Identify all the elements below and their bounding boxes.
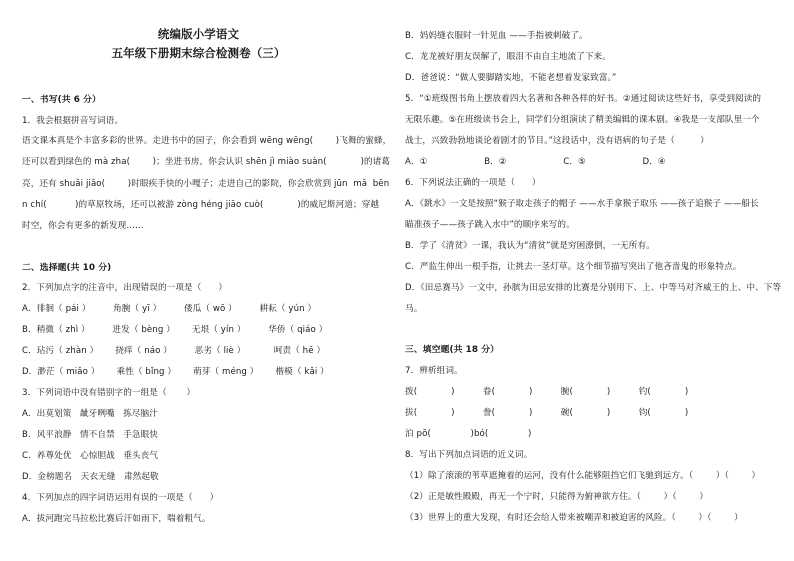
question-1-line: 时空，你会有更多的新发现…… — [22, 221, 144, 231]
question-6-line: 马。 — [405, 304, 423, 314]
question-2-option-a: A．徘徊（ pái ） 角腕（ yī ） 倭瓜（ wō ） 耕耘（ yún ） — [22, 304, 317, 314]
question-2-option-d: D．渺茫（ miǎo ） 乘性（ bǐng ） 萌芽（ méng ） 楷模（ kǎi ） — [22, 367, 329, 377]
question-6-line: 瞄准孩子——孩子跳入水中”的顺序来写的。 — [405, 220, 575, 230]
question-7-stem: 7．辨析组词。 — [405, 366, 463, 376]
question-8-item: （1）除了滚滚的苇草遮掩着的运河，没有什么能够阻挡它们飞驰到远方。（ ）（ ） — [405, 471, 761, 481]
question-1-line: 语文课本真是个丰富多彩的世界。走进书中的园子，你会看到 wēng wēng( )飞舞的蜜蜂， — [22, 136, 392, 146]
section-3-heading: 三、填空题(共 18 分） — [405, 345, 500, 355]
question-7-row: 拨( ) 眷( ) 腕( ) 钓( ) — [405, 387, 689, 397]
question-1-line: 亮，还有 shuǎi jiǎo( )时眼疾手快的小嘎子；走进自己的影院，你会欣赏到 jūn mǎ bēn — [22, 179, 390, 189]
section-1-heading: 一、书写(共 6 分） — [22, 95, 101, 105]
question-5-line: 无限乐趣。⑤在班级读书会上，同学们分组演读了精美编辑的课本剧。④我是一支部队里一个 — [405, 115, 760, 125]
question-8-item: （3）世界上的重大发现，有时还会给人带来被嘲弄和被迫害的风险。（ ）（ ） — [405, 513, 743, 523]
question-4-option-d: D．爸爸说：“做人要脚踏实地，不能老想着发家致富。” — [405, 73, 617, 83]
question-4-option-a: A．拔河跑完马拉松比赛后汗如雨下，喘着粗气。 — [22, 514, 211, 524]
question-8-item: （2）正是敏性殿殿，再无一个宁时，只能得为俯神欲方住。（ ）（ ） — [405, 492, 709, 502]
question-4-option-c: C．龙龙被好朋友误解了，眼泪不由自主地流了下来。 — [405, 52, 612, 62]
question-2-option-c: C．玷污（ zhàn ） 挠痒（ náo ） 恶劣（ liè ） 呵责（ hē ） — [22, 346, 326, 356]
question-4-option-b: B．妈妈缝衣服时一针见血 ——手指被刺破了。 — [405, 31, 588, 41]
question-5-line: 5．“①班级图书角上摆放着四大名著和各种各样的好书。②通过阅读这些好书，享受到阅读的 — [405, 94, 762, 104]
section-2-heading: 二、选择题(共 10 分) — [22, 263, 112, 273]
question-4-stem: 4．下列加点的四字词语运用有误的一项是（ ） — [22, 493, 219, 503]
question-1-line: 还可以看到绿色的 mà zha( )；坐进书房，你会认识 shēn jì miào suàn( )的诸葛 — [22, 157, 391, 167]
question-6-line: B．学了《清贫》一课，我认为“清贫”就是穷困潦倒，一无所有。 — [405, 241, 655, 251]
question-3-option-c: C．养尊处优 心惊胆战 垂头丧气 — [22, 451, 159, 461]
question-3-option-a: A．出莫划策 龇牙咧嘴 拣尽脑汁 — [22, 409, 158, 419]
question-8-stem: 8．写出下列加点词语的近义词。 — [405, 450, 533, 460]
question-5-line: 战士，兴致勃勃地谈论着剧才的节目。”这段话中，没有语病的句子是（ ） — [405, 136, 709, 146]
question-6-stem: 6．下列说法正确的一项是（ ） — [405, 178, 541, 188]
question-3-option-b: B．风平浪静 情不自禁 手急眼快 — [22, 430, 159, 440]
question-2-stem: 2．下列加点字的注音中，出现错误的一项是（ ） — [22, 283, 228, 293]
question-6-line: A．《跳水》一文是按照“猴子取走孩子的帽子 ——水手拿猴子取乐 ——孩子追猴子 ——船长 — [405, 199, 759, 209]
question-5-options: A．① B．② C．⑤ D．④ — [405, 157, 666, 167]
question-1-stem: 1．我会根据拼音写词语。 — [22, 116, 124, 126]
question-7-row: 泊 pō( )bó( ) — [405, 429, 532, 439]
question-6-line: C．严监生伸出一根手指，让挑去一茎灯草。这个细节描写突出了他吝啬鬼的形象特点。 — [405, 262, 742, 272]
exam-title-line2: 五年级下册期末综合检测卷（三） — [111, 46, 286, 60]
exam-title-line1: 统编版小学语文 — [157, 27, 240, 41]
question-3-option-d: D．金榜题名 天衣无缝 肃然起敬 — [22, 472, 159, 482]
question-2-option-b: B．稍微（ zhì ） 进发（ bèng ） 无垠（ yín ） 华侨（ qiáo ） — [22, 325, 328, 335]
question-6-line: D．《田忌赛马》一文中，孙膑为田忌安排的比赛是分别用下、上、中等马对齐威王的上、中、下等 — [405, 283, 782, 293]
question-7-row: 拔( ) 誊( ) 碗( ) 钧( ) — [405, 408, 689, 418]
question-1-line: n chí( )的草原牧场，还可以被游 zòng héng jiāo cuò( )的威尼斯河道；穿越 — [22, 200, 380, 210]
question-3-stem: 3．下列词语中没有错别字的一组是（ ） — [22, 388, 196, 398]
